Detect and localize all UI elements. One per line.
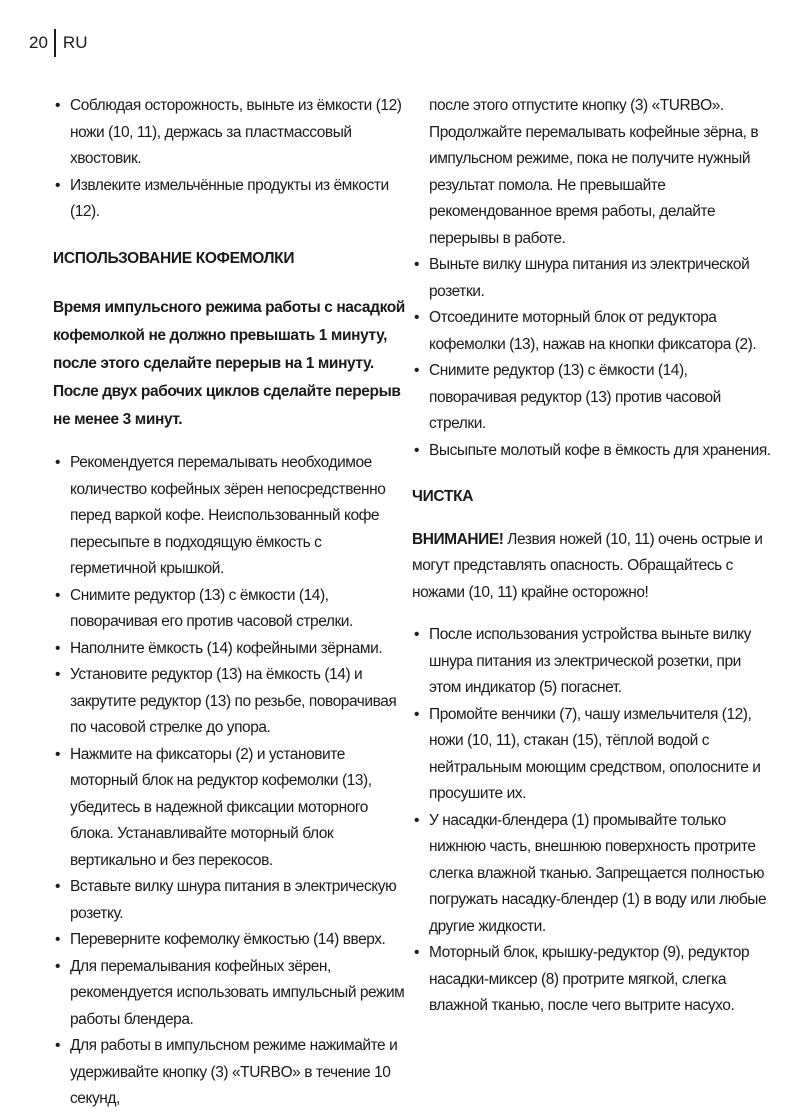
list-item-continuation: после этого отпустите кнопку (3) «TURBO». Продолжайте перемалывать кофейные зёрна, в импульсном режиме, пока не получите нужный результат помола. Не превышайте рекомендованное время работы, делайте перерывы в работе. — [429, 97, 759, 247]
pulse-mode-notice: Время импульсного режима работы с насадкой кофемолкой не должно превышать 1 минуту, после этого сделайте перерыв на 1 минуту. После двух рабочих циклов сделайте перерыв не менее 3 минут. — [53, 299, 405, 428]
list-item: • После использования устройства выньте вилку шнура питания из электрической розетки, при этом индикатор (5) погаснет. — [412, 622, 772, 702]
list-item: • Переверните кофемолку ёмкостью (14) вверх. — [53, 927, 405, 954]
warning-text: Лезвия ножей (10, 11) очень острые и могут представлять опасность. Обращайтесь с ножами (10, 11) крайне осторожно! — [412, 530, 763, 601]
cleaning-list — [412, 622, 772, 1020]
language-code: RU — [62, 33, 88, 52]
warning-label: ВНИМАНИЕ! — [412, 530, 504, 548]
list-item: • Промойте венчики (7), чашу измельчителя (12), ножи (10, 11), стакан (15), тёплой водой с нейтральным моющим средством, ополосните и просушите их. — [412, 702, 772, 808]
list-item: • Отсоедините моторный блок от редуктора кофемолки (13), нажав на кнопки фиксатора (2). — [412, 305, 772, 358]
right-column — [412, 93, 772, 1020]
list-item: • Наполните ёмкость (14) кофейными зёрнами. — [53, 636, 405, 663]
left-instructions-list — [53, 450, 405, 1113]
list-item: • Выньте вилку шнура питания из электрической розетки. — [412, 252, 772, 305]
list-item: • У насадки-блендера (1) промывайте только нижнюю часть, внешнюю поверхность протрите слегка влажной тканью. Запрещается полностью погружать насадку-блендер (1) в воду или любые другие жидкости. — [412, 808, 772, 941]
list-item: • Для работы в импульсном режиме нажимайте и удерживайте кнопку (3) «TURBO» в течение 10 секунд, — [53, 1033, 405, 1113]
section-heading-cleaning: ЧИСТКА — [412, 488, 474, 505]
list-item: • Снимите редуктор (13) с ёмкости (14), поворачивая редуктор (13) против часовой стрелки. — [412, 358, 772, 438]
list-item: • Для перемалывания кофейных зёрен, рекомендуется использовать импульсный режим работы блендера. — [53, 954, 405, 1034]
page-number: 20 — [29, 33, 48, 52]
page-header — [29, 32, 87, 57]
list-item: • Извлеките измельчённые продукты из ёмкости (12). — [53, 173, 405, 226]
list-item: • Снимите редуктор (13) с ёмкости (14), поворачивая его против часовой стрелки. — [53, 583, 405, 636]
section-heading-coffee-grinder: ИСПОЛЬЗОВАНИЕ КОФЕМОЛКИ — [53, 249, 295, 267]
list-item: • Установите редуктор (13) на ёмкость (14) и закрутите редуктор (13) по резьбе, поворачивая по часовой стрелке до упора. — [53, 662, 405, 742]
left-column — [53, 93, 405, 1113]
list-item: • Нажмите на фиксаторы (2) и установите моторный блок на редуктор кофемолки (13), убедитесь в надежной фиксации моторного блока. Устанавливайте моторный блок вертикально и без перекосов. — [53, 742, 405, 875]
list-item: • Высыпьте молотый кофе в ёмкость для хранения. — [412, 438, 772, 465]
list-item: • Соблюдая осторожность, выньте из ёмкости (12) ножи (10, 11), держась за пластмассовый хвостовик. — [53, 93, 405, 173]
list-item: • Вставьте вилку шнура питания в электрическую розетку. — [53, 874, 405, 927]
list-item: • Рекомендуется перемалывать необходимое количество кофейных зёрен непосредственно перед варкой кофе. Неиспользованный кофе пересыпьте в подходящую ёмкость с герметичной крышкой. — [53, 450, 405, 583]
right-top-list — [412, 93, 772, 464]
left-top-list — [53, 93, 405, 226]
warning-paragraph — [412, 527, 772, 607]
list-item: • Моторный блок, крышку-редуктор (9), редуктор насадки-миксер (8) протрите мягкой, слегка влажной тканью, после чего вытрите насухо. — [412, 940, 772, 1020]
